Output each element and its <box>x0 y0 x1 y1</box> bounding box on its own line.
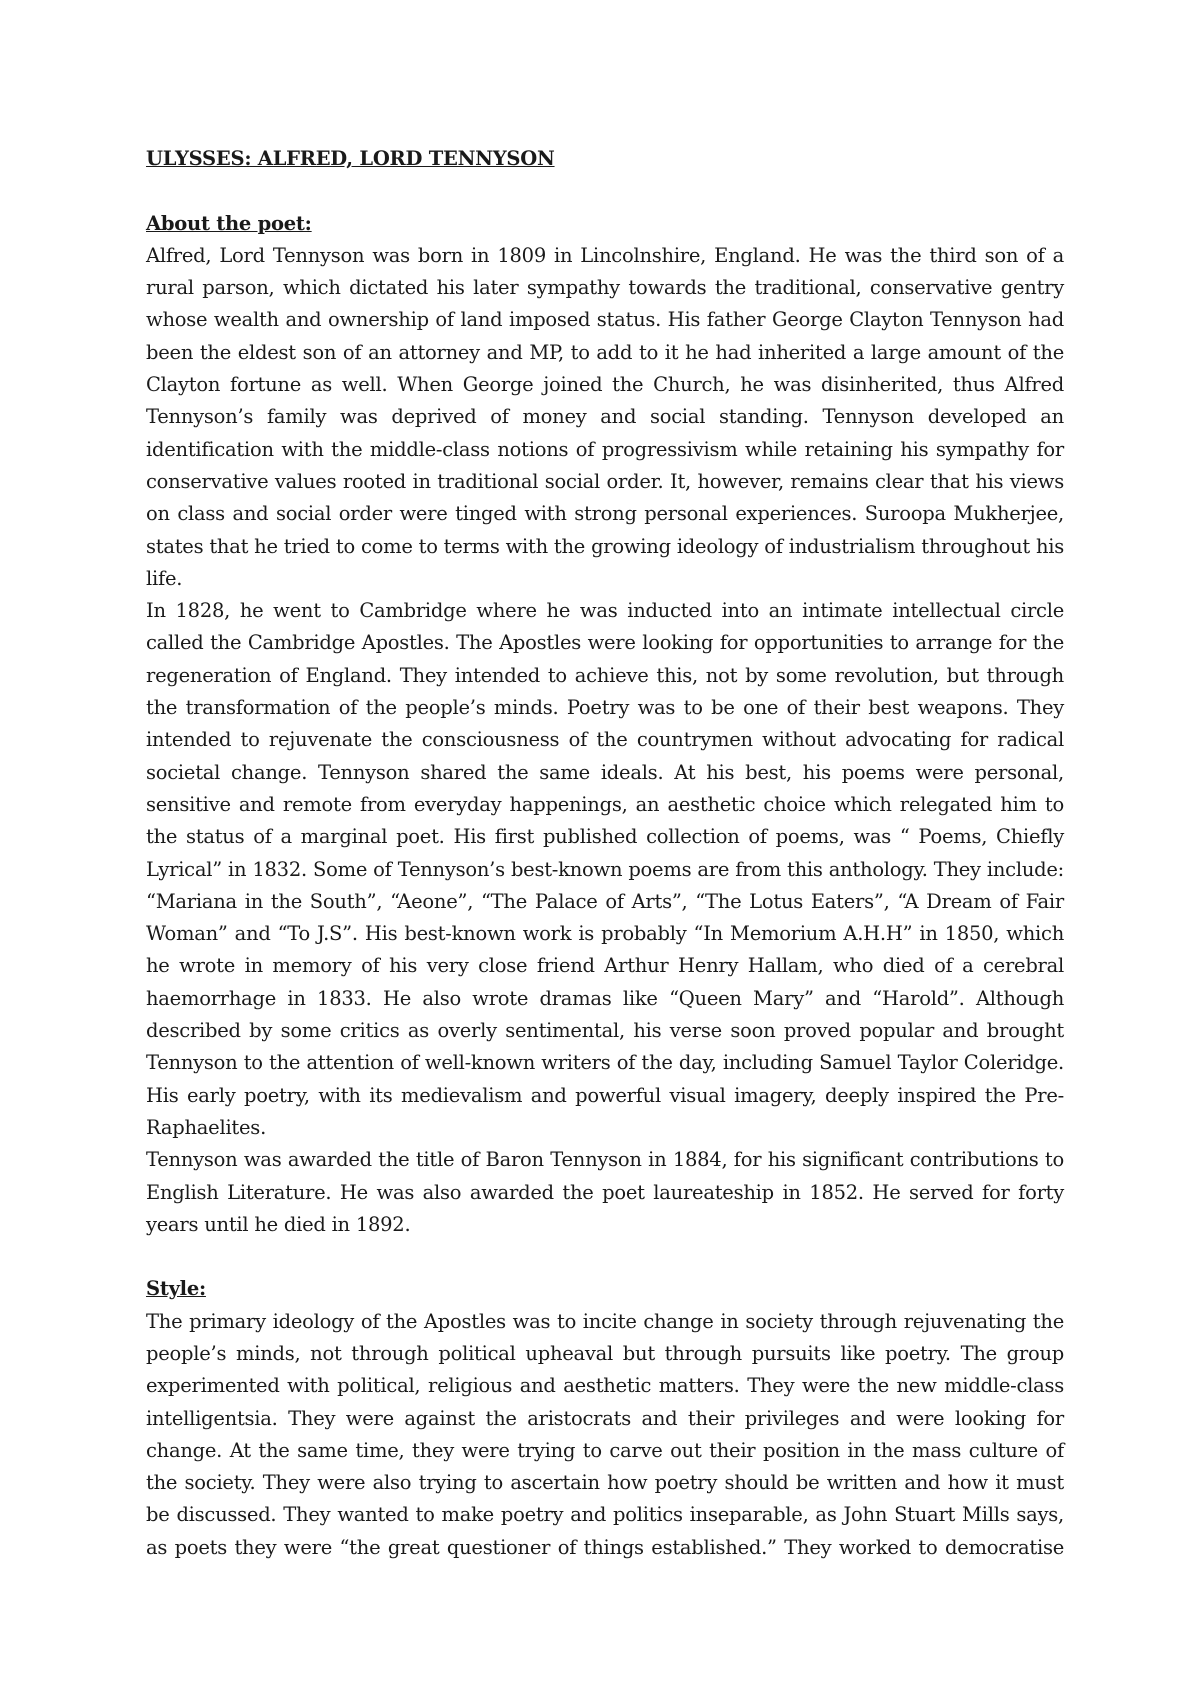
document-title: ULYSSES: ALFRED, LORD TENNYSON <box>146 147 555 170</box>
paragraph-cambridge: In 1828, he went to Cambridge where he was inducted into an intimate intellectual circle called the Cambridge Apostles. The Apostles were looking for opportunities to arrange for the regeneration of England. They intended to achieve this, not by some revolution, but through the transformation of the people’s minds. Poetry was to be one of their best weapons. They intended to rejuvenate the consciousness of the countrymen without advocating for radical societal change. Tennyson shared the same ideals. At his best, his poems were personal, sensitive and remote from everyday happenings, an aesthetic choice which relegated him to the status of a marginal poet. His first published collection of poems, was “ Poems, Chiefly Lyrical” in 1832. Some of Tennyson’s best-known poems are from this anthology. They include: “Mariana in the South”, “Aeone”, “The Palace of Arts”, “The Lotus Eaters”, “A Dream of Fair Woman” and “To J.S”. His best-known work is probably “In Memorium A.H.H” in 1850, which he wrote in memory of his very close friend Arthur Henry Hallam, who died of a cerebral haemorrhage in 1833. He also wrote dramas like “Queen Mary” and “Harold”. Although described by some critics as overly sentimental, his verse soon proved popular and brought Tennyson to the attention of well-known writers of the day, including Samuel Taylor Coleridge. His early poetry, with its medievalism and powerful visual imagery, deeply inspired the Pre-Raphaelites. <box>146 599 1064 1139</box>
section-heading-style: Style: <box>146 1277 206 1301</box>
section-heading-about-the-poet: About the poet: <box>146 211 312 235</box>
spacer <box>146 175 1064 207</box>
section-style <box>146 1273 1064 1564</box>
paragraph-biography: Alfred, Lord Tennyson was born in 1809 in Lincolnshire, England. He was the third son of a rural parson, which dictated his later sympathy towards the traditional, conservative gentry whose wealth and ownership of land imposed status. His father George Clayton Tennyson had been the eldest son of an attorney and MP, to add to it he had inherited a large amount of the Clayton fortune as well. When George joined the Church, he was disinherited, thus Alfred Tennyson’s family was deprived of money and social standing. Tennyson developed an identification with the middle-class notions of progressivism while retaining his sympathy for conservative values rooted in traditional social order. It, however, remains clear that his views on class and social order were tinged with strong personal experiences. Suroopa Mukherjee, states that he tried to come to terms with the growing ideology of industrialism throughout his life. <box>146 243 1064 590</box>
paragraph-honours: Tennyson was awarded the title of Baron Tennyson in 1884, for his significant contributions to English Literature. He was also awarded the poet laureateship in 1852. He served for forty years until he died in 1892. <box>146 1148 1064 1236</box>
paragraph-style: The primary ideology of the Apostles was to incite change in society through rejuvenating the people’s minds, not through political upheaval but through pursuits like poetry. The group experimented with political, religious and aesthetic matters. They were the new middle-class intelligentsia. They were against the aristocrats and their privileges and were looking for change. At the same time, they were trying to carve out their position in the mass culture of the society. They were also trying to ascertain how poetry should be written and how it must be discussed. They wanted to make poetry and politics inseparable, as John Stuart Mills says, as poets they were “the great questioner of things established.” They worked to democratise <box>146 1309 1064 1559</box>
spacer <box>146 1241 1064 1273</box>
section-about-the-poet <box>146 208 1064 1242</box>
document-page <box>146 143 1064 1564</box>
